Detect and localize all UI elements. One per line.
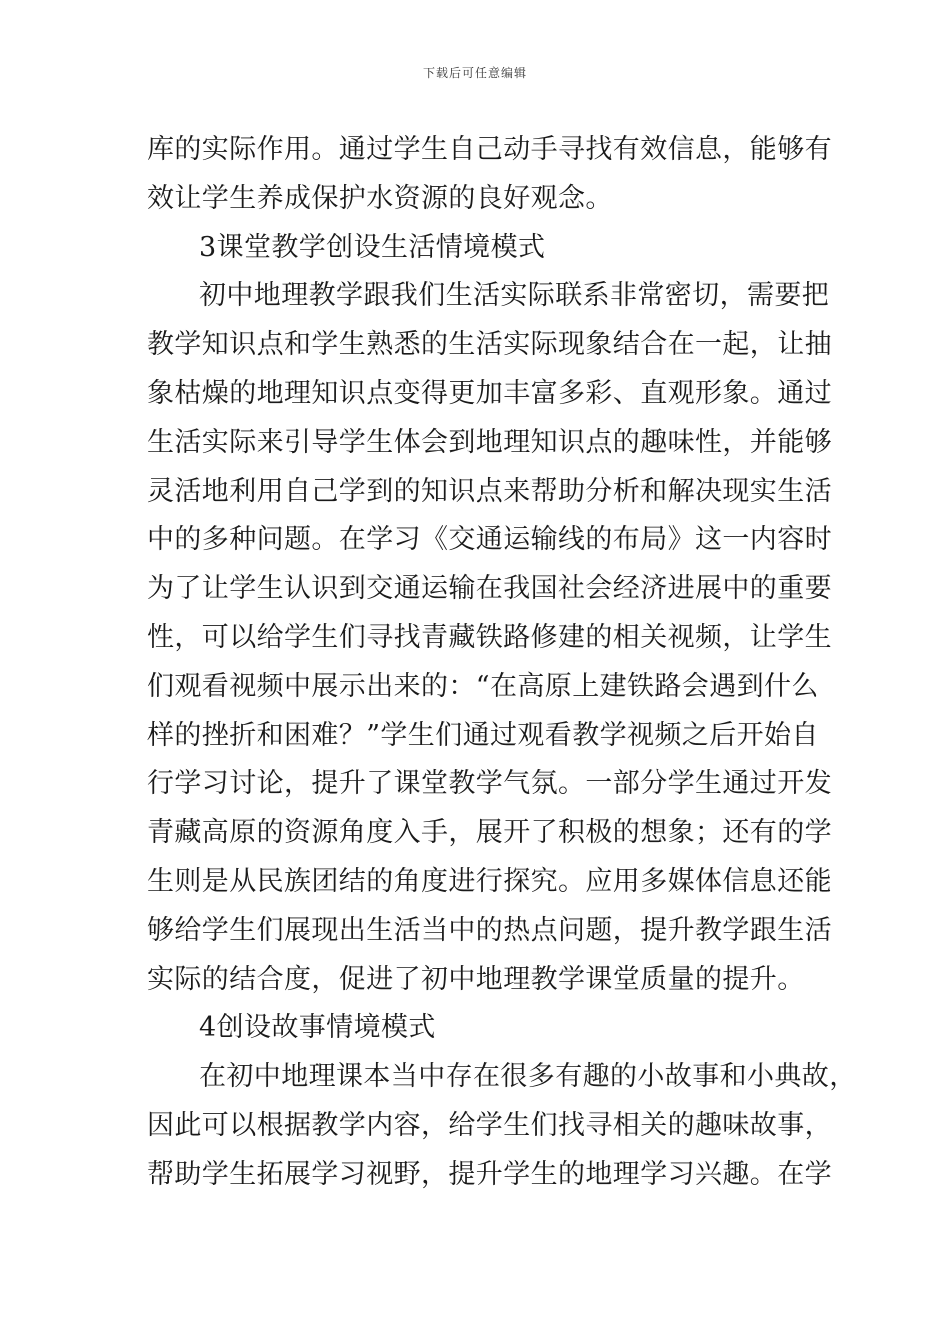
text-line: 够给学生们展现出生活当中的热点问题，提升教学跟生活 [147, 914, 832, 946]
text-line: 青藏高原的资源角度入手，展开了积极的想象；还有的学 [147, 817, 832, 849]
text-line: 初中地理教学跟我们生活实际联系非常密切，需要把 [199, 280, 830, 312]
text-line: 性，可以给学生们寻找青藏铁路修建的相关视频，让学生 [147, 621, 832, 653]
text-line: 行学习讨论，提升了课堂教学气氛。一部分学生通过开发 [147, 768, 832, 800]
text-line: 灵活地利用自己学到的知识点来帮助分析和解决现实生活 [147, 475, 832, 507]
text-line: 帮助学生拓展学习视野，提升学生的地理学习兴趣。在学 [147, 1158, 832, 1190]
text-line: 因此可以根据教学内容，给学生们找寻相关的趣味故事， [147, 1109, 832, 1141]
text-line: 生则是从民族团结的角度进行探究。应用多媒体信息还能 [147, 865, 832, 897]
document-body [147, 126, 857, 1200]
text-line: 生活实际来引导学生体会到地理知识点的趣味性，并能够 [147, 426, 832, 458]
text-line: 象枯燥的地理知识点变得更加丰富多彩、直观形象。通过 [147, 377, 832, 409]
text-line: 库的实际作用。通过学生自己动手寻找有效信息，能够有 [147, 134, 832, 165]
text-line: 效让学生养成保护水资源的良好观念。 [147, 182, 613, 214]
text-line: 教学知识点和学生熟悉的生活实际现象结合在一起，让抽 [147, 329, 832, 361]
text-line: 样的挫折和困难？”学生们通过观看教学视频之后开始自 [147, 719, 819, 751]
page-header: 下载后可任意编辑 [422, 66, 527, 80]
section-heading: 3课堂教学创设生活情境模式 [199, 231, 546, 263]
text-line: 们观看视频中展示出来的：“在高原上建铁路会遇到什么 [147, 670, 819, 702]
text-line: 为了让学生认识到交通运输在我国社会经济进展中的重要 [147, 573, 832, 605]
section-heading: 4创设故事情境模式 [199, 1012, 436, 1044]
text-line: 实际的结合度，促进了初中地理教学课堂质量的提升。 [147, 963, 805, 995]
text-line: 在初中地理课本当中存在很多有趣的小故事和小典故， [199, 1061, 857, 1093]
text-line: 中的多种问题。在学习《交通运输线的布局》这一内容时 [147, 524, 832, 556]
